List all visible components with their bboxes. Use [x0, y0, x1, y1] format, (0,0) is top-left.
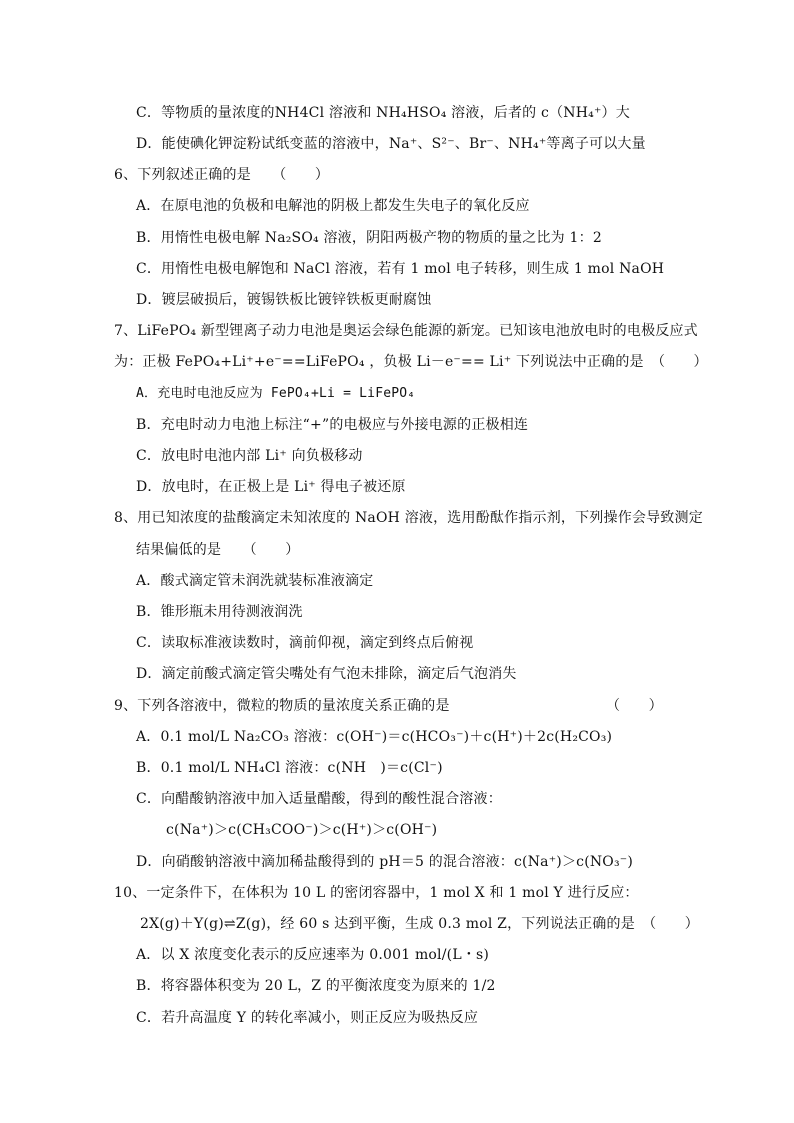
option-10c: C．若升高温度 Y 的转化率减小，则正反应为吸热反应	[136, 1010, 479, 1026]
question-9-blank: （ ）	[606, 698, 663, 714]
option-5c: C．等物质的量浓度的NH4Cl 溶液和 NH₄HSO₄ 溶液，后者的 c（NH₄⁺）大	[136, 105, 630, 121]
option-10a: A．以 X 浓度变化表示的反应速率为 0.001 mol/(L・s)	[136, 947, 490, 963]
option-9a: A．0.1 mol/L Na₂CO₃ 溶液：c(OH⁻)＝c(HCO₃⁻)＋c(H⁺)＋2c(H₂CO₃)	[136, 729, 613, 745]
option-8b: B．锥形瓶未用待测液润洗	[136, 604, 303, 620]
question-8: 8、用已知浓度的盐酸滴定未知浓度的 NaOH 溶液，选用酚酞作指示剂，下列操作会导致测定	[114, 510, 703, 526]
question-10: 10、一定条件下，在体积为 10 L 的密闭容器中，1 mol X 和 1 mol Y 进行反应：	[114, 885, 639, 901]
option-7d: D．放电时，在正极上是 Li⁺ 得电子被还原	[136, 479, 406, 495]
option-9d: D．向硝酸钠溶液中滴加稀盐酸得到的 pH＝5 的混合溶液：c(Na⁺)＞c(NO₃⁻)	[136, 854, 634, 870]
question-6: 6、下列叙述正确的是 （ ）	[114, 167, 330, 183]
option-7c: C．放电时电池内部 Li⁺ 向负极移动	[136, 448, 363, 464]
option-8d: D．滴定前酸式滴定管尖嘴处有气泡未排除，滴定后气泡消失	[136, 666, 517, 682]
option-7b: B．充电时动力电池上标注“+”的电极应与外接电源的正极相连	[136, 417, 529, 433]
option-9c: C．向醋酸钠溶液中加入适量醋酸，得到的酸性混合溶液：	[136, 791, 502, 807]
question-8-cont: 结果偏低的是 （ ）	[136, 542, 300, 558]
option-6a: A．在原电池的负极和电解池的阴极上都发生失电子的氧化反应	[136, 198, 530, 214]
option-6b: B．用惰性电极电解 Na₂SO₄ 溶液，阴阳两极产物的物质的量之比为 1：2	[136, 230, 602, 246]
question-9: 9、下列各溶液中，微粒的物质的量浓度关系正确的是	[114, 698, 450, 714]
option-6d: D．镀层破损后，镀锡铁板比镀锌铁板更耐腐蚀	[136, 292, 432, 308]
option-7a: A．充电时电池反应为 FePO₄+Li = LiFePO₄	[136, 386, 416, 401]
question-10-cont: 2X(g)＋Y(g)⇌Z(g)，经 60 s 达到平衡，生成 0.3 mol Z，下列说法正确的是 （ ）	[140, 916, 699, 932]
option-8c: C．读取标准液读数时，滴前仰视，滴定到终点后俯视	[136, 635, 474, 651]
option-5d: D．能使碘化钾淀粉试纸变蓝的溶液中，Na⁺、S²⁻、Br⁻、NH₄⁺等离子可以大量	[136, 136, 646, 152]
option-10b: B．将容器体积变为 20 L，Z 的平衡浓度变为原来的 1/2	[136, 978, 496, 994]
option-8a: A．酸式滴定管未润洗就装标准液滴定	[136, 573, 374, 589]
option-9b: B．0.1 mol/L NH₄Cl 溶液：c(NH )＝c(Cl⁻)	[136, 760, 443, 776]
option-9c-formula: c(Na⁺)＞c(CH₃COO⁻)＞c(H⁺)＞c(OH⁻)	[166, 822, 438, 838]
question-7-cont: 为：正极 FePO₄+Li⁺+e⁻==LiFePO₄ ，负极 Li－e⁻== Li⁺ 下列说法中正确的是 （ ）	[114, 354, 708, 370]
question-7: 7、LiFePO₄ 新型锂离子动力电池是奥运会绿色能源的新宠。已知该电池放电时的电极反应式	[114, 323, 698, 339]
option-6c: C．用惰性电极电解饱和 NaCl 溶液，若有 1 mol 电子转移，则生成 1 mol NaOH	[136, 261, 665, 277]
